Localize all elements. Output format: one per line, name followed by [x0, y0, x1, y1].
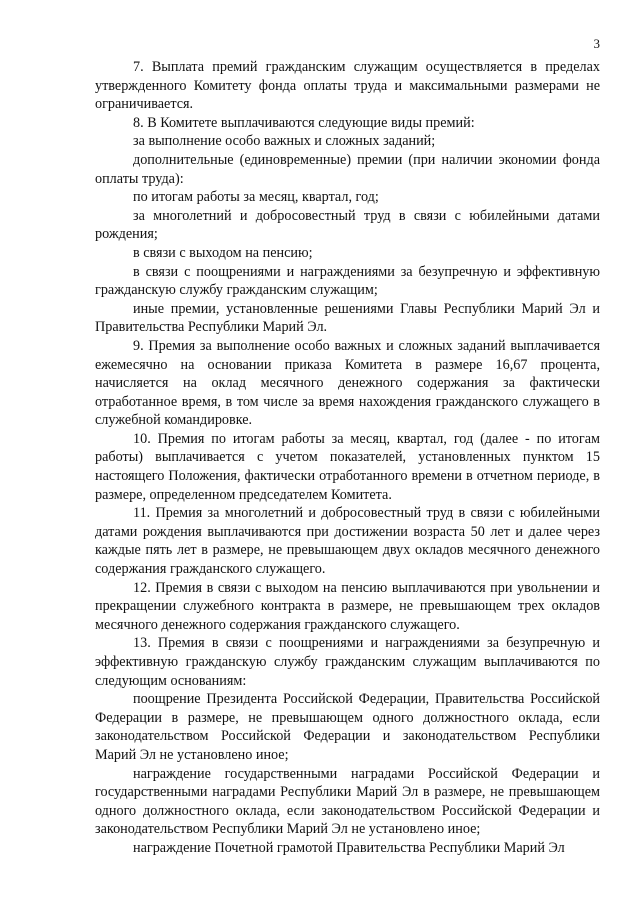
basis-president-government: поощрение Президента Российской Федерации, Правительства Российской Федерации в размере, не превышающем одного должностного оклада, если законодательством Российской Федерации и законодательством Республики Марий Эл не установлено иное; — [95, 691, 600, 763]
paragraph-11: 11. Премия за многолетний и добросовестный труд в связи с юбилейными датами рождения выплачиваются при достижении возраста 50 лет и далее через каждые пять лет в размере, не превышающем двух окладов месячного денежного содержания гражданского служащего. — [95, 505, 600, 578]
basis-honor-certificate: награждение Почетной грамотой Правительства Республики Марий Эл — [133, 839, 565, 856]
document-body — [95, 58, 600, 858]
list-item-period-results: по итогам работы за месяц, квартал, год; — [133, 189, 379, 206]
list-item-special-tasks: за выполнение особо важных и сложных заданий; — [133, 133, 436, 150]
list-item-retirement: в связи с выходом на пенсию; — [133, 244, 313, 261]
list-item-other-bonuses: иные премии, установленные решениями Главы Республики Марий Эл и Правительства Республики Марий Эл. — [95, 300, 600, 336]
paragraph-10: 10. Премия по итогам работы за месяц, квартал, год (далее - по итогам работы) выплачивается с учетом показателей, установленных пунктом 15 настоящего Положения, фактически отработанного времени в отчетном периоде, в размере, определенном председателем Комитета. — [95, 430, 600, 503]
paragraph-7: 7. Выплата премий гражданским служащим осуществляется в пределах утвержденного Комитету фонда оплаты труда и максимальными размерами не ограничивается. — [95, 59, 600, 113]
paragraph-8: 8. В Комитете выплачиваются следующие виды премий: — [133, 114, 475, 131]
list-item-anniversary: за многолетний и добросовестный труд в связи с юбилейными датами рождения; — [95, 207, 600, 243]
paragraph-9: 9. Премия за выполнение особо важных и сложных заданий выплачивается ежемесячно на основании приказа Комитета в размере 16,67 процента, начисляется на оклад месячного денежного содержания за фактически отработанное время, в том числе за время нахождения гражданского служащего в служебной командировке. — [95, 337, 600, 429]
paragraph-13: 13. Премия в связи с поощрениями и награждениями за безупречную и эффективную гражданскую службу гражданским служащим выплачиваются по следующим основаниям: — [95, 635, 600, 689]
paragraph-12: 12. Премия в связи с выходом на пенсию выплачиваются при увольнении и прекращении служебного контракта в размере, не превышающем трех окладов месячного денежного содержания гражданского служащего. — [95, 579, 600, 633]
page-number: 3 — [593, 36, 600, 51]
list-item-awards: в связи с поощрениями и награждениями за безупречную и эффективную гражданскую службу гражданским служащим; — [95, 263, 600, 299]
list-item-additional-bonuses: дополнительные (единовременные) премии (при наличии экономии фонда оплаты труда): — [95, 151, 600, 187]
basis-state-awards: награждение государственными наградами Российской Федерации и государственными наградами Республики Марий Эл в размере, не превышающем одного должностного оклада, если законодательством Российской Федерации и законодательством Республики Марий Эл не установлено иное; — [95, 765, 600, 838]
